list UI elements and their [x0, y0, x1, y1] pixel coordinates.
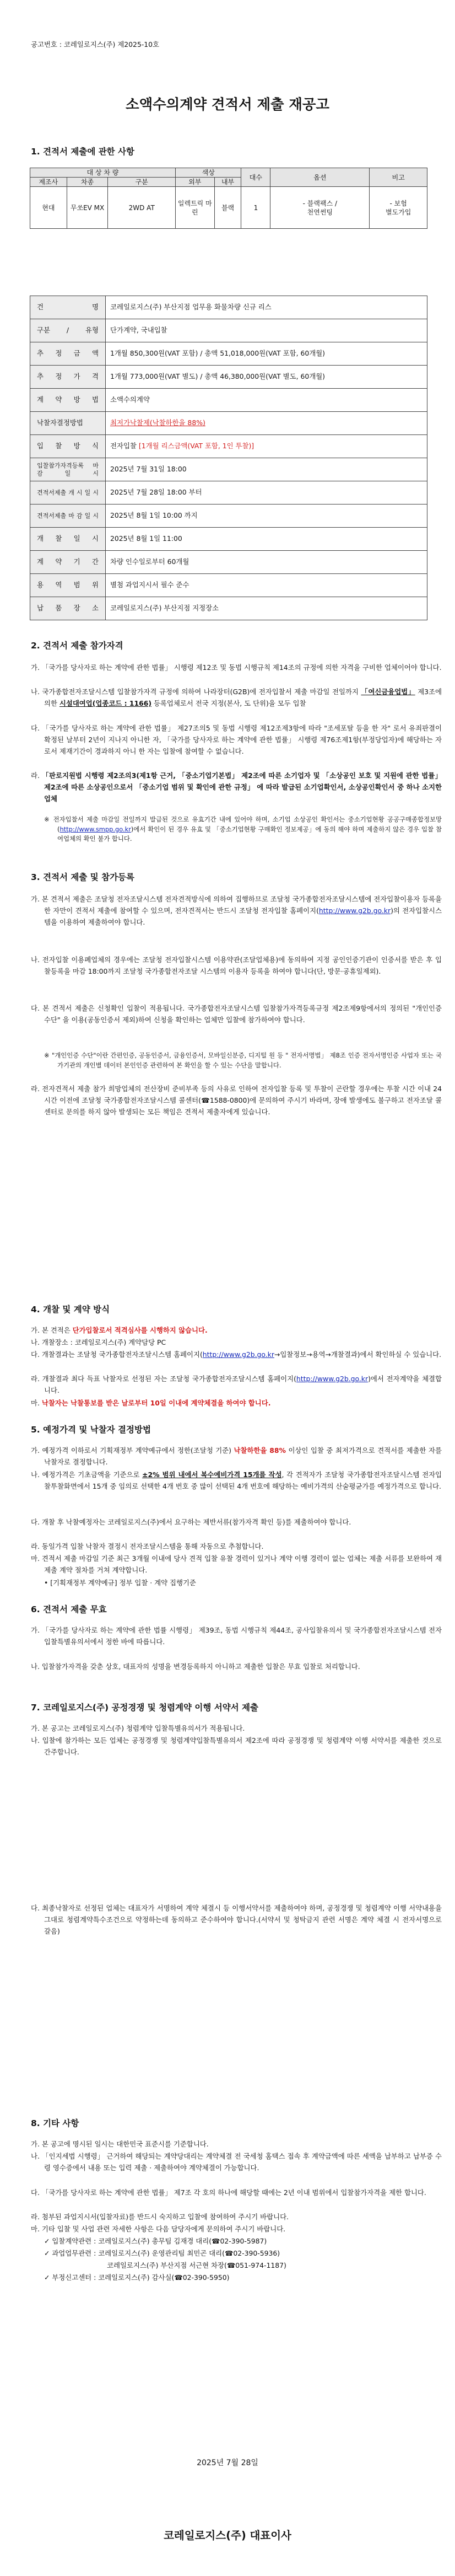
bid-info-row [30, 412, 427, 435]
option-line: 천연썬팅 [307, 208, 333, 216]
bid-info-value [106, 435, 427, 458]
s5-item-ga [31, 1445, 442, 1468]
s5-item-ra: 라. 동일가격 입찰 낙찰자 결정시 전자조달시스템을 통해 자동으로 추첨합니다. [31, 1542, 264, 1550]
bid-info-label: 개 찰 일 시 [30, 528, 106, 551]
bid-info-value [106, 389, 427, 412]
s2-note-text: ※ 전자입찰서 제출 마감일 전일까지 발급된 것으로 유효기간 내에 있어야 하며, 소기업 소상공인 확인서는 중소기업현황 공공구매종합정보망( [44, 815, 442, 833]
bid-info-value-text: 2025년 7월 31일 18:00 [110, 465, 187, 474]
s4-ma-emphasis: 낙찰자는 낙찰통보를 받은 날로부터 10일 이내에 계약체결을 하여야 합니다. [41, 1399, 271, 1407]
bid-info-row [30, 319, 427, 342]
s7-item-da: 다. 최종낙찰자로 선정된 업체는 대표자가 서명하여 계약 체결시 등 이행서약서를 제출하여야 하며, 공정경쟁 및 청렴계약 이행 서약내용을 그대로 청렴계약특수조건으로 약정하는데 동의하고 준수하여야 합니다.(서약서 및 청탁금지 관련 서명은 계약 체결 시 전자서명으로 갈음) [31, 1904, 442, 1936]
bid-info-value [106, 481, 427, 505]
cell-maker: 현대 [30, 187, 67, 229]
bid-info-label: 건 명 [30, 296, 106, 319]
s3-item-da: 다. 본 견적서 제출은 신청확인 입찰이 적용됩니다. 국가종합전자조달시스템 입찰참가자격등록규정 제2조제9항에서의 정의된 "개인인증 수단" 을 이용(공동인증서 제외)하여 신청을 확인하는 업체만 입찰에 참가하여야 합니다. [31, 1004, 442, 1024]
s8-item-ga: 가. 본 공고에 명시된 일시는 대한민국 표준시를 기준합니다. [31, 2140, 209, 2148]
s6-item-na: 나. 입찰참가자격을 갖춘 상호, 대표자의 성명을 변경등록하지 아니하고 제출한 입찰은 무효 입찰로 처리합니다. [31, 1662, 360, 1671]
s8-contact-4: ✓ 부정신고센터 : 코레일로지스(주) 감사실(☎02-390-5950) [44, 2273, 230, 2282]
bid-info-label: 구분 / 유형 [30, 319, 106, 342]
bid-info-row [30, 528, 427, 551]
bid-info-value-text: 1개월 850,300원(VAT 포함) / 총액 51,018,000원(VAT 포함, 60개월) [110, 349, 326, 358]
bid-info-label: 견적서제출 개 시 일 시 [30, 481, 106, 505]
smpp-link[interactable]: http://www.smpp.go.kr [59, 825, 131, 833]
bid-info-value-emphasis: [1개월 리스금액(VAT 포함, 1인 투찰)] [138, 442, 254, 450]
s3-item-ga [31, 893, 442, 928]
bid-info-value-text: 별첨 과업지시서 필수 준수 [110, 581, 189, 589]
s2-item-ga: 가. 「국가를 당사자로 하는 계약에 관한 법률」 시행령 제12조 및 동법 시행규칙 제14조의 규정에 의한 자격을 구비한 업체이어야 합니다. [31, 663, 442, 672]
th-maker: 제조사 [30, 178, 67, 187]
s8-contact-3: 코레일로지스(주) 부산지점 서근현 차장(☎051-974-1187) [107, 2261, 286, 2269]
s4-da-text: 다. 개찰결과는 조달청 국가종합전자조달시스템 홈페이지( [31, 1350, 203, 1359]
bid-info-row [30, 481, 427, 505]
bid-info-value-text: 2025년 8월 1일 11:00 [110, 534, 182, 543]
th-note: 비고 [370, 168, 427, 187]
s5-na-text: 나. 예정가격은 기초금액을 기준으로 [31, 1471, 143, 1479]
s8-item-da: 다. 「국가를 당사자로 하는 계약에 관한 법률」 제7조 각 호의 하나에 해당할 때에는 2년 이내 범위에서 입찰참가자격을 제한 합니다. [31, 2188, 426, 2197]
vehicle-table [30, 168, 427, 229]
bid-info-value [106, 505, 427, 528]
s8-item-na: 나. 「인지세법 시행령」 근거하여 해당되는 계약당대리는 계약체결 전 국세청 홈택스 접속 후 계약금액에 따른 세액을 납부하고 납부증 수령 영수증에서 내용 또는 입력 제출 · 제출하여야 계약체결이 가능합니다. [31, 2152, 442, 2172]
bid-info-row [30, 551, 427, 574]
s4-item-ra [31, 1373, 442, 1396]
s6-item-ga: 가. 「국가를 당사자로 하는 계약에 관한 법률 시행령」 제39조, 동법 시행규칙 제44조, 공사입찰유의서 및 국가종합전자조달시스템 전자입찰특별유의서에서 정한 바에 따릅니다. [31, 1626, 442, 1646]
bid-info-value [106, 342, 427, 366]
s5-ga-text2: 이상인 입찰 중 최저가격으로 견적서를 제출한 자를 낙찰자로 결정합니다. [44, 1446, 442, 1467]
s5-item-na [31, 1469, 442, 1492]
section-6-heading: 6. 견적서 제출 무효 [31, 1604, 107, 1614]
bid-info-value [106, 597, 427, 620]
bid-info-row [30, 296, 427, 319]
s2-item-da: 다. 「국가를 당사자로 하는 계약에 관한 법률」 제27조의5 및 동법 시행령 제12조제3항에 따라 "조세포탈 등을 한 자" 로서 유죄판결이 확정된 날부터 2년이 지나지 아니한 자, 「국가를 당사자로 하는 계약에 관한 법률」 시행령 제76조제1항(부정당업자)에 해당하는 자로서 제재기간이 경과하지 아니 한 자는 입찰에 참여할 수 없습니다. [31, 724, 442, 756]
s5-na-emphasis: ±2% 범위 내에서 복수예비가격 15개를 작성 [142, 1471, 282, 1479]
section-4-heading: 4. 개찰 및 계약 방식 [31, 1305, 110, 1314]
g2b-link-result[interactable]: http://www.g2b.go.kr [202, 1350, 274, 1359]
th-ext: 외부 [175, 178, 214, 187]
s7-item-ga: 가. 본 공고는 코레일로지스(주) 청렴계약 입찰특별유의서가 적용됩니다. [31, 1724, 245, 1732]
th-model: 차종 [67, 178, 108, 187]
bid-info-row [30, 366, 427, 389]
s4-item-ga [31, 1324, 442, 1336]
s2-item-ra [31, 770, 442, 804]
s3-ga-text2: )의 전자입찰시스템을 이용하여 제출하여야 합니다. [44, 906, 442, 927]
s8-item-ra: 라. 첨부된 과업지시서(입찰자료)를 반드시 숙지하고 입찰에 참여하여 주시기 바랍니다. [31, 2213, 289, 2221]
bid-info-value-text: 단가계약, 국내입찰 [110, 326, 167, 335]
page-title: 소액수의계약 견적서 제출 재공고 [126, 96, 329, 112]
cell-count: 1 [241, 187, 270, 229]
s7-item-na: 나. 입찰에 참가하는 모든 업체는 공정경쟁 및 청렴계약입찰특별유의서 제2조에 따라 공정경쟁 및 청렴계약 이행 서약서를 제출한 것으로 간주합니다. [31, 1736, 442, 1757]
bid-info-value-text: 코레일로지스(주) 부산지점 업무용 화물차량 신규 리스 [110, 303, 272, 312]
bid-info-label: 납 품 장 소 [30, 597, 106, 620]
s5-item-ma: 마. 견적서 제출 마감일 기준 최근 3개월 이내에 당사 견적 입찰 유찰 경력이 있거나 계약 이행 경력이 없는 업체는 제출 서류를 보완하여 재제출 계약 절차를 거쳐 계약합니다. [31, 1554, 442, 1575]
g2b-link-contract[interactable]: http://www.g2b.go.kr [296, 1375, 369, 1383]
notice-number: 공고번호 : 코레일로지스(주) 제2025-10호 [31, 40, 160, 49]
s4-ga-emphasis: 단가입찰로서 적격심사를 시행하지 않습니다. [72, 1326, 208, 1334]
section-7-heading: 7. 코레일로지스(주) 공정경쟁 및 청렴계약 이행 서약서 제출 [31, 1703, 258, 1713]
bid-info-value-text: 소액수의계약 [110, 395, 150, 404]
bid-info-value-text: 전자입찰 [110, 442, 137, 450]
bid-info-value-text: 2025년 7월 28일 18:00 부터 [110, 488, 202, 497]
bid-info-value [106, 366, 427, 389]
bid-info-row [30, 505, 427, 528]
bid-info-value-text: 1개월 773,000원(VAT 별도) / 총액 46,380,000원(VAT 별도, 60개월) [110, 372, 326, 381]
s2-ra-prefix: 라. [31, 771, 42, 780]
bid-info-label: 용 역 범 위 [30, 574, 106, 597]
s8-contact-2: ✓ 과업업무관련 : 코레일로지스(주) 운영관리팀 최민곤 대리(☎02-390-5936) [44, 2249, 280, 2257]
s5-ga-text: 가. 예정가격 이하로서 기획재정부 계약예규에서 정한(조달청 기준) [31, 1446, 234, 1455]
s3-item-ra: 라. 전자견적서 제출 참가 희망업체의 전산장비 준비부족 등의 사유로 인하여 전자입찰 등록 및 투찰이 곤란할 경우에는 투찰 시간 이내 24시간 이전에 조달청 국가종합전자조달시스템 콜센터(☎1588-0800)에 문의하여 주시기 바라며, 장애 발생에도 불구하고 전자조달 콜센터로 문의를 하지 않아 발생되는 모든 책임은 견적서 제출자에게 있습니다. [31, 1085, 442, 1117]
bid-info-label: 계 약 기 간 [30, 551, 106, 574]
section-2-heading: 2. 견적서 제출 참가자격 [31, 641, 123, 651]
cell-options [270, 187, 370, 229]
section-3-heading: 3. 견적서 제출 및 참가등록 [31, 872, 134, 882]
s5-item-da: 다. 개찰 후 낙찰예정자는 코레일로지스(주)에서 요구하는 제반서류(참가자격 확인 등)를 제출하여야 합니다. [31, 1518, 351, 1526]
s8-contact-1: ✓ 입찰계약관련 : 코레일로지스(주) 총무팀 김재경 대리(☎02-390-5987) [44, 2237, 267, 2245]
bid-info-label: 입 찰 방 식 [30, 435, 106, 458]
cell-note [370, 187, 427, 229]
bid-info-value [106, 528, 427, 551]
th-type: 구분 [108, 178, 176, 187]
s2-note-text2: )에서 확인이 된 경우 유효 및 「중소기업현황 구매확인 정보제공」에 동의 해야 하며 제출하지 않은 경우 입찰 참여업체의 확인 불가 합니다. [57, 825, 442, 843]
s3-item-na: 나. 전자입찰 이용폐업체의 경우에는 조달청 전자입찰시스템 이용약관(조달업체용)에 동의하여 지정 공인인증기관이 인증서를 받은 후 입찰등록을 마감 18:00까지 조달청 국가종합전자조달 시스템의 이용자 등록을 하여야 합니다(단, 방문·공휴일제외). [31, 956, 442, 976]
bid-info-row [30, 342, 427, 366]
bid-info-row [30, 574, 427, 597]
notice-date: 2025년 7월 28일 [197, 2459, 258, 2467]
s4-item-ma [31, 1397, 442, 1409]
th-target: 대 상 차 량 [30, 168, 176, 178]
s4-ma-prefix: 마. [31, 1399, 42, 1407]
s2-item-na [31, 686, 442, 709]
th-count: 대수 [241, 168, 270, 187]
cell-model: 무쏘EV MX [67, 187, 108, 229]
option-line: - 블랙팩스 / [302, 199, 338, 207]
s5-na-text2: , 각 견적자가 조달청 국가종합전자조달시스템 전자입찰투찰화면에서 15개 중 임의로 선택한 4개 번호 중 많이 선택된 4개 번호에 해당하는 예비가격의 산술평균가를 예정가격으로 합니다. [44, 1471, 442, 1491]
g2b-link[interactable]: http://www.g2b.go.kr [318, 906, 391, 915]
s5-bullet: • [기획재정부 계약예규] 정부 입찰 · 계약 집행기준 [44, 1579, 196, 1587]
s8-item-ma: 마. 기타 입찰 및 사업 관련 자세한 사항은 다음 담당자에게 문의하여 주시기 바랍니다. [31, 2225, 286, 2233]
bid-info-label: 추 정 가 격 [30, 366, 106, 389]
s2-na-text: 나. 국가종합전자조달시스템 입찰참가자격 규정에 의하여 나라장터(G2B)에 전자입찰서 제출 마감일 전일까지 [31, 688, 361, 696]
section-8-heading: 8. 기타 사항 [31, 2118, 79, 2128]
s4-item-na: 나. 개찰장소 : 코레일로지스(주) 계약담당 PC [31, 1338, 166, 1346]
cell-int: 블랙 [214, 187, 241, 229]
bid-info-value [106, 319, 427, 342]
bid-info-value [106, 574, 427, 597]
s5-ga-rate: 낙찰하한율 88% [234, 1446, 286, 1455]
s2-na-text3: 등록업체로서 전국 지정(본사, 도 단위)을 모두 입찰 [151, 699, 306, 708]
bid-info-value [106, 551, 427, 574]
bid-info-value [106, 412, 427, 435]
s2-na-industry-code: 시설대여업(업종코드 : 1166) [59, 699, 152, 708]
note-line: - 보험 [389, 199, 407, 207]
s2-na-law: 「여신금융업법」 [361, 688, 415, 696]
s2-ra-text: 「판로지원법 시행령 제2조의3(제1항 근거, 「중소기업기본법」 제2조에 따른 소기업자 및 「소상공인 보호 및 지원에 관한 법률」 제2조에 따른 소상공인으로서 「중소기업 범위 및 확인에 관한 규정」 에 따라 발급된 소기업확인서, 소상공인확인서 중 하나 소지한 업체 [42, 771, 442, 803]
s3-ga-text: 가. 본 견적서 제출은 조달청 전자조달시스템 전자견적방식에 의하여 집행하므로 조달청 국가종합전자조달시스템에 전자입찰이용자 등록을 한 자만이 견적서 제출에 참여할 수 있으며, 전자견적서는 반드시 조달청 전자입찰 홈페이지( [31, 895, 442, 915]
note-line: 별도가입 [386, 208, 411, 216]
s4-item-da [31, 1349, 442, 1360]
s3-note: ※ "개인인증 수단"이란 간편인증, 공동인증서, 금융인증서, 모바일신분증, 디지털 원 등 " 전자서명법」 제8조 인증 전자서명인증 사업자 또는 국가기관의 개인별 데이터 본인인증 관련하여 본 확인을 할 수 있는 수단을 말합니다. [44, 1051, 442, 1069]
s4-da-text2: →입찰정보→용역→개찰결과)에서 확인하실 수 있습니다. [274, 1350, 442, 1359]
bid-info-label: 낙찰자결정방법 [30, 412, 106, 435]
bid-info-row [30, 389, 427, 412]
cell-type: 2WD AT [108, 187, 176, 229]
th-options: 옵션 [270, 168, 370, 187]
s4-ga-text: 가. 본 견적은 [31, 1326, 73, 1334]
signature: 코레일로지스(주) 대표이사 [164, 2529, 291, 2542]
s4-ra-text: 라. 개찰결과 최다 득표 낙찰자로 선정된 자는 조달청 국가종합전자조달시스템 홈페이지( [31, 1375, 296, 1383]
bid-info-label: 입찰참가자격등록 마 감 일 시 [30, 458, 106, 481]
cell-ext: 일렉트릭 마린 [175, 187, 214, 229]
bid-info-label: 견적서제출 마 감 일 시 [30, 505, 106, 528]
bid-info-row [30, 458, 427, 481]
bid-info-label: 계 약 방 법 [30, 389, 106, 412]
th-color: 색상 [175, 168, 241, 178]
bid-info-table [30, 296, 427, 620]
s4-ra-text2: )에서 전자계약을 체결합니다. [44, 1375, 442, 1395]
th-int: 내부 [214, 178, 241, 187]
bid-info-value [106, 296, 427, 319]
bid-info-value-text: 코레일로지스(주) 부산지점 지정장소 [110, 604, 219, 613]
s2-na-text2: 제3조에 의한 [44, 688, 442, 708]
bid-info-value [106, 458, 427, 481]
bid-info-label: 추 정 금 액 [30, 342, 106, 366]
bid-info-row [30, 597, 427, 620]
s2-note [44, 815, 442, 844]
bid-info-value-text: 차량 인수일로부터 60개월 [110, 557, 189, 566]
bid-info-value-text: 최저가낙찰제(낙찰하한율 88%) [110, 418, 205, 427]
bid-info-value-text: 2025년 8월 1일 10:00 까지 [110, 511, 198, 520]
bid-info-row [30, 435, 427, 458]
section-1-heading: 1. 견적서 제출에 관한 사항 [31, 147, 134, 157]
section-5-heading: 5. 예정가격 및 낙찰자 결정방법 [31, 1425, 151, 1435]
